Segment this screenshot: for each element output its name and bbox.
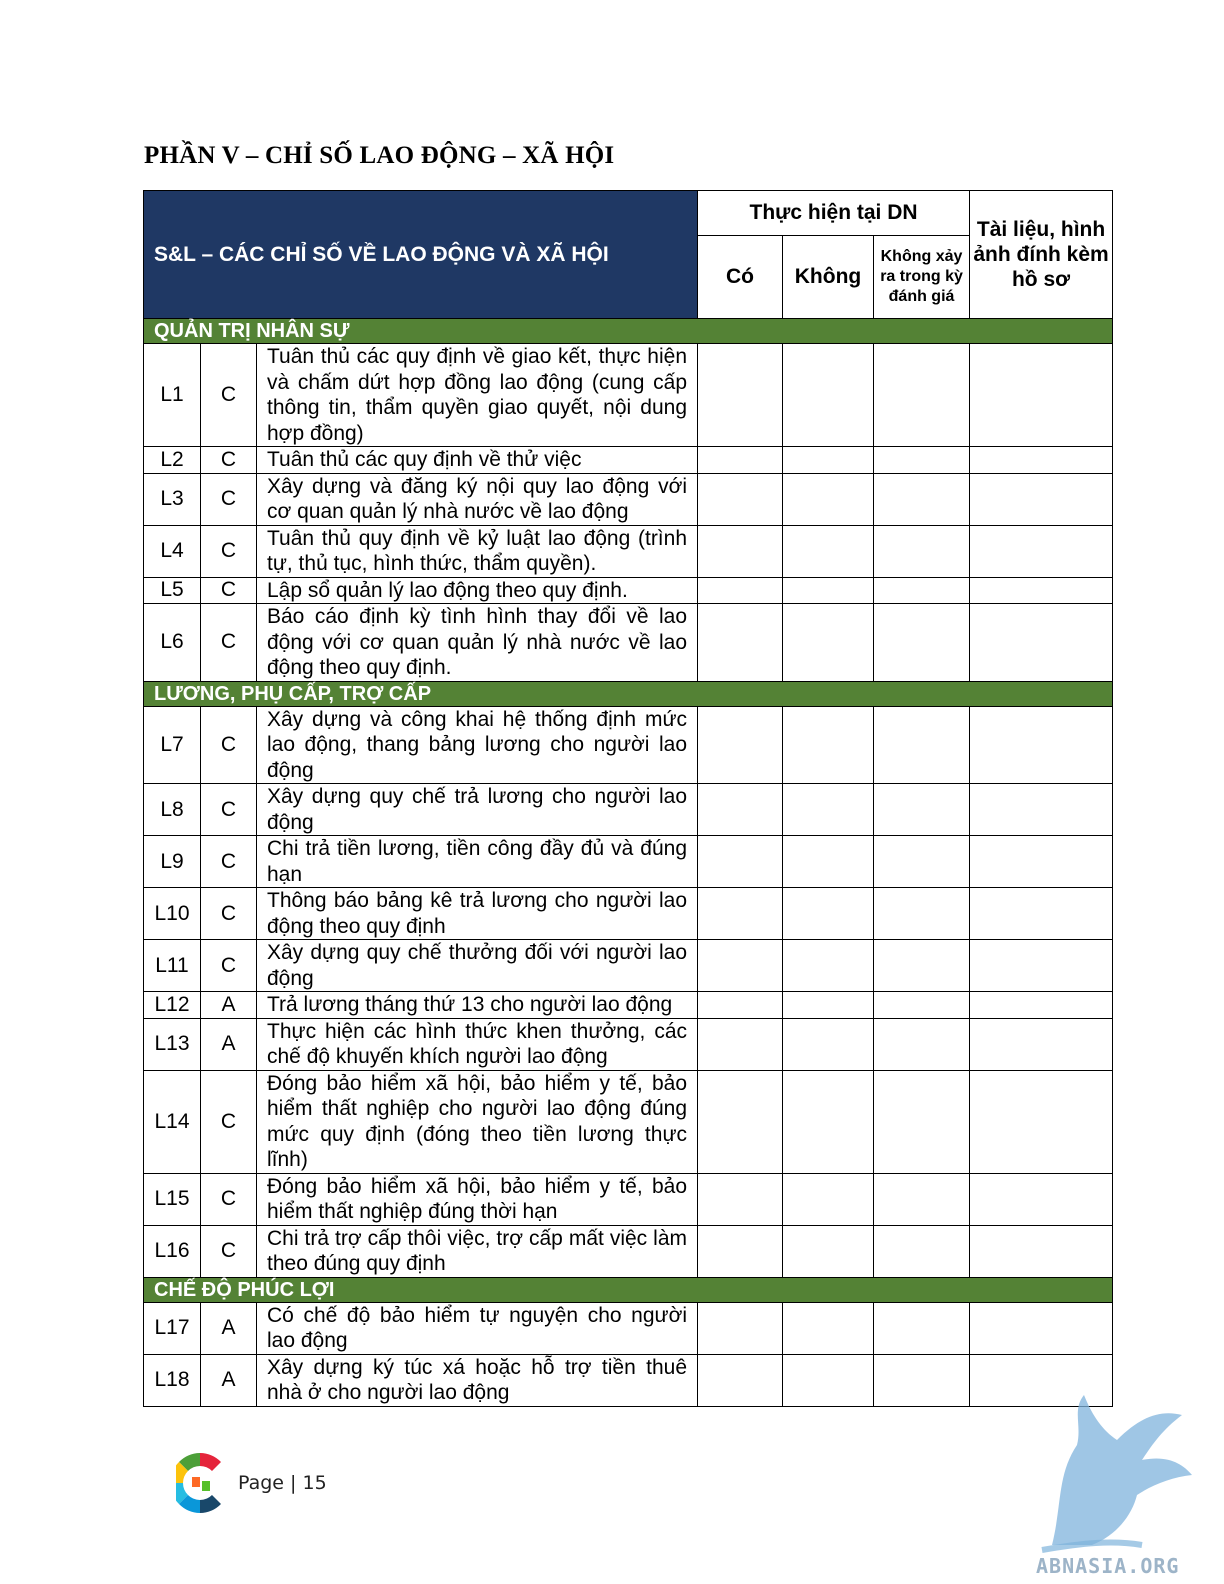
indicator-level: C bbox=[201, 604, 257, 682]
cell-khong-xay-ra[interactable] bbox=[874, 940, 970, 992]
indicator-level: C bbox=[201, 706, 257, 784]
cell-khong[interactable] bbox=[783, 1018, 874, 1070]
cell-khong[interactable] bbox=[783, 604, 874, 682]
header-co: Có bbox=[698, 236, 783, 319]
indicator-code: L13 bbox=[144, 1018, 201, 1070]
indicator-code: L10 bbox=[144, 888, 201, 940]
indicator-description: Đóng bảo hiểm xã hội, bảo hiểm y tế, bảo hiểm thất nghiệp cho người lao động đúng mức quy định (đóng theo tiền lương thực lĩnh) bbox=[257, 1070, 698, 1173]
cell-co[interactable] bbox=[698, 1173, 783, 1225]
section-row bbox=[144, 681, 1113, 706]
indicator-level: A bbox=[201, 1302, 257, 1354]
indicator-code: L14 bbox=[144, 1070, 201, 1173]
cell-tai-lieu[interactable] bbox=[970, 473, 1113, 525]
table-row bbox=[144, 473, 1113, 525]
indicator-description: Tuân thủ các quy định về thử việc bbox=[257, 447, 698, 474]
table-row bbox=[144, 344, 1113, 447]
indicator-level: C bbox=[201, 1070, 257, 1173]
table-row bbox=[144, 1173, 1113, 1225]
cell-khong-xay-ra[interactable] bbox=[874, 1354, 970, 1406]
section-row bbox=[144, 319, 1113, 344]
cell-tai-lieu[interactable] bbox=[970, 604, 1113, 682]
table-row bbox=[144, 888, 1113, 940]
indicator-description: Thực hiện các hình thức khen thưởng, các chế độ khuyến khích người lao động bbox=[257, 1018, 698, 1070]
cell-khong-xay-ra[interactable] bbox=[874, 577, 970, 604]
cell-tai-lieu[interactable] bbox=[970, 992, 1113, 1019]
indicator-level: C bbox=[201, 577, 257, 604]
cell-co[interactable] bbox=[698, 836, 783, 888]
cell-khong-xay-ra[interactable] bbox=[874, 706, 970, 784]
indicator-code: L8 bbox=[144, 784, 201, 836]
cell-tai-lieu[interactable] bbox=[970, 1173, 1113, 1225]
table-row bbox=[144, 706, 1113, 784]
indicator-description: Tuân thủ các quy định về giao kết, thực hiện và chấm dứt hợp đồng lao động (cung cấp thông tin, thẩm quyền giao quyết, nội dung hợp đồng) bbox=[257, 344, 698, 447]
indicator-code: L16 bbox=[144, 1225, 201, 1277]
indicator-description: Chi trả tiền lương, tiền công đầy đủ và đúng hạn bbox=[257, 836, 698, 888]
cell-co[interactable] bbox=[698, 1070, 783, 1173]
cell-tai-lieu[interactable] bbox=[970, 888, 1113, 940]
cell-khong-xay-ra[interactable] bbox=[874, 992, 970, 1019]
cell-tai-lieu[interactable] bbox=[970, 784, 1113, 836]
cell-khong-xay-ra[interactable] bbox=[874, 344, 970, 447]
indicator-level: C bbox=[201, 447, 257, 474]
griffin-watermark-icon bbox=[1022, 1385, 1202, 1555]
cell-khong-xay-ra[interactable] bbox=[874, 888, 970, 940]
cell-khong[interactable] bbox=[783, 447, 874, 474]
indicator-level: A bbox=[201, 1018, 257, 1070]
table-row bbox=[144, 1018, 1113, 1070]
indicator-description: Báo cáo định kỳ tình hình thay đổi về lao động với cơ quan quản lý nhà nước về lao động theo quy định. bbox=[257, 604, 698, 682]
indicator-level: C bbox=[201, 836, 257, 888]
labor-indicators-table bbox=[143, 190, 1113, 1407]
indicator-level: C bbox=[201, 888, 257, 940]
indicator-level: C bbox=[201, 784, 257, 836]
indicator-description: Chi trả trợ cấp thôi việc, trợ cấp mất việc làm theo đúng quy định bbox=[257, 1225, 698, 1277]
indicator-code: L18 bbox=[144, 1354, 201, 1406]
table-row bbox=[144, 1070, 1113, 1173]
indicator-description: Có chế độ bảo hiểm tự nguyện cho người lao động bbox=[257, 1302, 698, 1354]
table-title: S&L – CÁC CHỈ SỐ VỀ LAO ĐỘNG VÀ XÃ HỘI bbox=[144, 191, 698, 319]
cell-co[interactable] bbox=[698, 1225, 783, 1277]
cell-khong[interactable] bbox=[783, 940, 874, 992]
indicator-description: Xây dựng quy chế trả lương cho người lao động bbox=[257, 784, 698, 836]
cell-co[interactable] bbox=[698, 940, 783, 992]
cell-co[interactable] bbox=[698, 784, 783, 836]
table-row bbox=[144, 525, 1113, 577]
cell-tai-lieu[interactable] bbox=[970, 836, 1113, 888]
indicator-description: Xây dựng và công khai hệ thống định mức lao động, thang bảng lương cho người lao động bbox=[257, 706, 698, 784]
sdg-logo-icon bbox=[176, 1449, 224, 1517]
cell-khong[interactable] bbox=[783, 784, 874, 836]
indicator-code: L15 bbox=[144, 1173, 201, 1225]
table-row bbox=[144, 940, 1113, 992]
page-heading: PHẦN V – CHỈ SỐ LAO ĐỘNG – XÃ HỘI bbox=[144, 142, 615, 169]
section-title: QUẢN TRỊ NHÂN SỰ bbox=[144, 319, 1113, 344]
cell-tai-lieu[interactable] bbox=[970, 344, 1113, 447]
indicator-level: C bbox=[201, 525, 257, 577]
cell-co[interactable] bbox=[698, 447, 783, 474]
cell-co[interactable] bbox=[698, 1354, 783, 1406]
header-khong: Không bbox=[783, 236, 874, 319]
indicator-description: Xây dựng ký túc xá hoặc hỗ trợ tiền thuê nhà ở cho người lao động bbox=[257, 1354, 698, 1406]
header-tai-lieu: Tài liệu, hình ảnh đính kèm hồ sơ bbox=[970, 191, 1113, 319]
page-number: Page | 15 bbox=[238, 1472, 327, 1494]
table-row bbox=[144, 1354, 1113, 1406]
indicator-description: Thông báo bảng kê trả lương cho người lao động theo quy định bbox=[257, 888, 698, 940]
cell-khong[interactable] bbox=[783, 344, 874, 447]
indicator-level: C bbox=[201, 1173, 257, 1225]
indicator-code: L1 bbox=[144, 344, 201, 447]
indicator-description: Đóng bảo hiểm xã hội, bảo hiểm y tế, bảo hiểm thất nghiệp đúng thời hạn bbox=[257, 1173, 698, 1225]
table-row bbox=[144, 1302, 1113, 1354]
cell-khong-xay-ra[interactable] bbox=[874, 836, 970, 888]
indicator-code: L11 bbox=[144, 940, 201, 992]
cell-khong[interactable] bbox=[783, 706, 874, 784]
cell-khong[interactable] bbox=[783, 992, 874, 1019]
header-khong-xay-ra: Không xảy ra trong kỳ đánh giá bbox=[874, 236, 970, 319]
cell-khong[interactable] bbox=[783, 577, 874, 604]
cell-khong[interactable] bbox=[783, 1302, 874, 1354]
table-row bbox=[144, 1225, 1113, 1277]
cell-co[interactable] bbox=[698, 706, 783, 784]
cell-co[interactable] bbox=[698, 577, 783, 604]
cell-tai-lieu[interactable] bbox=[970, 1225, 1113, 1277]
cell-co[interactable] bbox=[698, 344, 783, 447]
table-row bbox=[144, 447, 1113, 474]
indicator-description: Lập sổ quản lý lao động theo quy định. bbox=[257, 577, 698, 604]
cell-khong-xay-ra[interactable] bbox=[874, 1225, 970, 1277]
cell-co[interactable] bbox=[698, 473, 783, 525]
table-row bbox=[144, 784, 1113, 836]
indicator-code: L9 bbox=[144, 836, 201, 888]
indicator-code: L17 bbox=[144, 1302, 201, 1354]
indicator-code: L12 bbox=[144, 992, 201, 1019]
indicator-description: Tuân thủ quy định về kỷ luật lao động (trình tự, thủ tục, hình thức, thẩm quyền). bbox=[257, 525, 698, 577]
cell-khong[interactable] bbox=[783, 1070, 874, 1173]
watermark-text: ABNASIA.ORG bbox=[1036, 1554, 1180, 1578]
indicator-level: C bbox=[201, 344, 257, 447]
indicator-level: A bbox=[201, 1354, 257, 1406]
table-row bbox=[144, 577, 1113, 604]
group-header-thuc-hien: Thực hiện tại DN bbox=[698, 191, 970, 236]
indicator-level: C bbox=[201, 473, 257, 525]
cell-khong-xay-ra[interactable] bbox=[874, 604, 970, 682]
cell-khong[interactable] bbox=[783, 1354, 874, 1406]
section-title: CHẾ ĐỘ PHÚC LỢI bbox=[144, 1277, 1113, 1302]
cell-tai-lieu[interactable] bbox=[970, 706, 1113, 784]
table-row bbox=[144, 992, 1113, 1019]
cell-khong-xay-ra[interactable] bbox=[874, 1018, 970, 1070]
cell-khong[interactable] bbox=[783, 1173, 874, 1225]
cell-khong[interactable] bbox=[783, 525, 874, 577]
cell-tai-lieu[interactable] bbox=[970, 1018, 1113, 1070]
cell-khong[interactable] bbox=[783, 1225, 874, 1277]
indicator-level: C bbox=[201, 1225, 257, 1277]
cell-tai-lieu[interactable] bbox=[970, 525, 1113, 577]
cell-khong-xay-ra[interactable] bbox=[874, 473, 970, 525]
cell-khong-xay-ra[interactable] bbox=[874, 1302, 970, 1354]
cell-khong-xay-ra[interactable] bbox=[874, 525, 970, 577]
indicator-description: Trả lương tháng thứ 13 cho người lao động bbox=[257, 992, 698, 1019]
cell-khong[interactable] bbox=[783, 888, 874, 940]
indicator-code: L2 bbox=[144, 447, 201, 474]
section-title: LƯƠNG, PHỤ CẤP, TRỢ CẤP bbox=[144, 681, 1113, 706]
indicator-description: Xây dựng quy chế thưởng đối với người lao động bbox=[257, 940, 698, 992]
cell-khong[interactable] bbox=[783, 473, 874, 525]
cell-tai-lieu[interactable] bbox=[970, 1070, 1113, 1173]
indicator-code: L3 bbox=[144, 473, 201, 525]
indicator-code: L4 bbox=[144, 525, 201, 577]
cell-tai-lieu[interactable] bbox=[970, 940, 1113, 992]
cell-khong-xay-ra[interactable] bbox=[874, 1070, 970, 1173]
table-row bbox=[144, 604, 1113, 682]
cell-khong-xay-ra[interactable] bbox=[874, 447, 970, 474]
table-row bbox=[144, 836, 1113, 888]
cell-co[interactable] bbox=[698, 1302, 783, 1354]
cell-co[interactable] bbox=[698, 525, 783, 577]
cell-co[interactable] bbox=[698, 1018, 783, 1070]
indicator-level: C bbox=[201, 940, 257, 992]
cell-co[interactable] bbox=[698, 604, 783, 682]
cell-co[interactable] bbox=[698, 992, 783, 1019]
indicator-code: L5 bbox=[144, 577, 201, 604]
cell-khong[interactable] bbox=[783, 836, 874, 888]
cell-tai-lieu[interactable] bbox=[970, 1302, 1113, 1354]
cell-co[interactable] bbox=[698, 888, 783, 940]
cell-khong-xay-ra[interactable] bbox=[874, 784, 970, 836]
cell-tai-lieu[interactable] bbox=[970, 447, 1113, 474]
cell-tai-lieu[interactable] bbox=[970, 577, 1113, 604]
cell-khong-xay-ra[interactable] bbox=[874, 1173, 970, 1225]
indicator-code: L6 bbox=[144, 604, 201, 682]
indicator-code: L7 bbox=[144, 706, 201, 784]
indicator-level: A bbox=[201, 992, 257, 1019]
indicator-description: Xây dựng và đăng ký nội quy lao động với cơ quan quản lý nhà nước về lao động bbox=[257, 473, 698, 525]
section-row bbox=[144, 1277, 1113, 1302]
